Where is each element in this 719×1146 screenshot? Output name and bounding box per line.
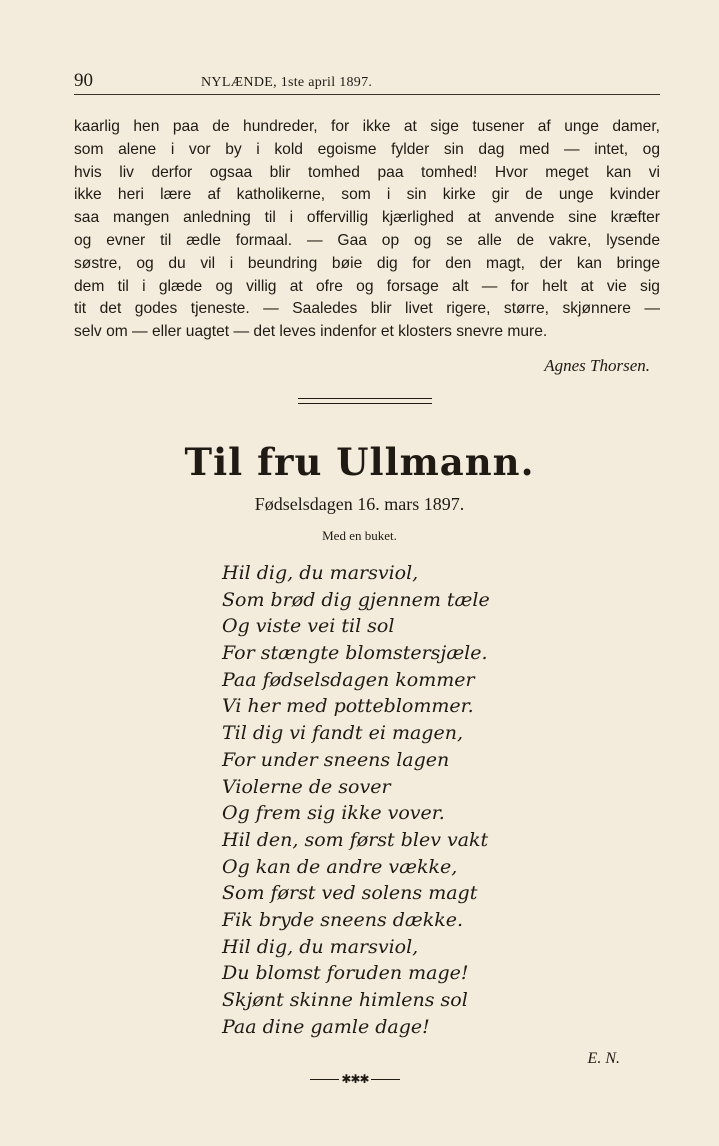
article-line: dem til i glæde og villig at ofre og forsage alt — for helt at vie sig: [74, 277, 660, 295]
poem-line: For stængte blomstersjæle.: [222, 642, 488, 665]
poem-line: For under sneens lagen: [222, 748, 450, 771]
poem-line: Som først ved solens magt: [222, 882, 478, 905]
poem-line: Du blomst foruden mage!: [222, 962, 469, 985]
ornament-rule-right: [371, 1079, 400, 1080]
running-head: NYLÆNDE, 1ste april 1897.: [201, 75, 373, 90]
article-line: som alene i vor by i kold egoisme fylder sin dag med — intet, og: [74, 140, 660, 158]
ornament-rule-left: [310, 1079, 339, 1080]
poem-line: Og viste vei til sol: [222, 615, 395, 638]
poem-dedication: Med en buket.: [322, 528, 397, 543]
poem-line: Skjønt skinne himlens sol: [222, 989, 468, 1011]
poem-line: Og frem sig ikke vover.: [222, 802, 445, 825]
article-line: søstre, og du vil i beundring bøie dig for den magt, der kan bringe: [74, 254, 660, 272]
article-line: tit det godes tjeneste. — Saaledes blir livet rigere, større, skjønnere —: [74, 300, 660, 318]
poem-line: Violerne de sover: [222, 775, 391, 798]
page-number: 90: [74, 70, 93, 91]
poem-line: Vi her med potteblommer.: [222, 695, 474, 718]
poem-line: Som brød dig gjennem tæle: [222, 588, 490, 611]
poem-title: Til fru Ullmann.: [184, 440, 535, 484]
poem-line: Paa fødselsdagen kommer: [222, 668, 475, 691]
poem-initials: E. N.: [587, 1050, 620, 1067]
article-line: hvis liv derfor ogsaa blir tomhed paa tomhed! Hvor meget kan vi: [74, 163, 660, 181]
article-line: saa mangen anledning til i offervillig kjærlighed at anvende sine kræfter: [74, 209, 660, 227]
article-line: ikke heri lære af katholikerne, som i sin kirke gir de unge kvinder: [74, 186, 660, 204]
article-text: [74, 116, 660, 344]
poem-body: [222, 560, 542, 1040]
page-header: [74, 70, 660, 92]
poem-line: Til dig vi fandt ei magen,: [222, 722, 463, 745]
header-rule: [74, 94, 660, 95]
article-line: selv om — eller uagtet — det leves indenfor et klosters snevre mure.: [74, 323, 548, 341]
poem-line: Og kan de andre vække,: [222, 855, 458, 878]
poem-line: Hil den, som først blev vakt: [222, 828, 489, 851]
article-line: og evner til ædle formaal. — Gaa op og se alle de vakre, lysende: [74, 231, 660, 249]
poem-line: Paa dine gamle dage!: [222, 1015, 430, 1038]
article-signature: Agnes Thorsen.: [544, 356, 650, 375]
end-ornament: [310, 1072, 400, 1086]
poem-line: Hil dig, du marsviol,: [222, 562, 419, 584]
poem-line: Fik bryde sneens dække.: [222, 908, 464, 931]
poem-line: Hil dig, du marsviol,: [222, 935, 419, 958]
section-separator: [298, 398, 432, 404]
poem-subtitle: Fødselsdagen 16. mars 1897.: [254, 494, 465, 514]
ornament-glyph: ✱✱✱: [341, 1071, 369, 1086]
article-line: kaarlig hen paa de hundreder, for ikke at sige tusener af unge damer,: [74, 118, 660, 135]
